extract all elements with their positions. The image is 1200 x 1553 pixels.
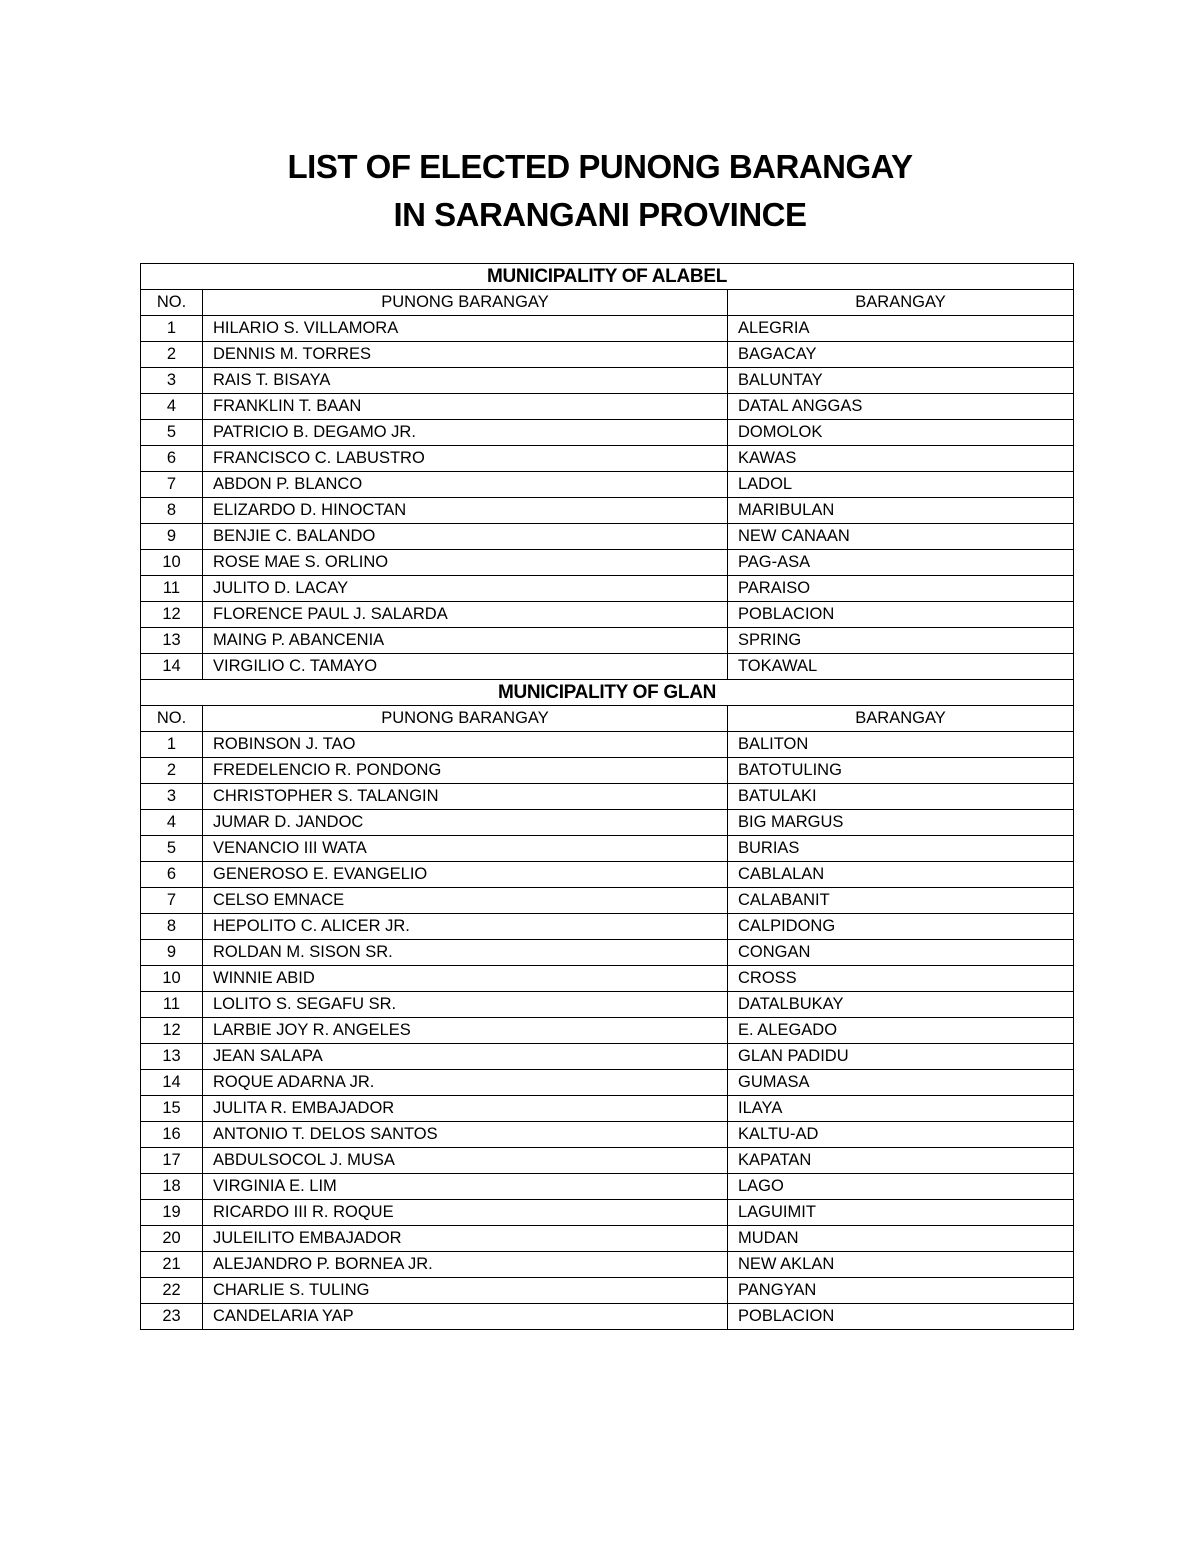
barangay-name: ALEGRIA xyxy=(728,316,1074,342)
barangay-name: POBLACION xyxy=(728,602,1074,628)
row-number: 22 xyxy=(141,1278,203,1304)
punong-barangay-name: LARBIE JOY R. ANGELES xyxy=(203,1018,728,1044)
punong-barangay-name: RAIS T. BISAYA xyxy=(203,368,728,394)
barangay-name: ILAYA xyxy=(728,1096,1074,1122)
row-number: 12 xyxy=(141,602,203,628)
row-number: 19 xyxy=(141,1200,203,1226)
punong-barangay-name: JUMAR D. JANDOC xyxy=(203,810,728,836)
row-number: 4 xyxy=(141,394,203,420)
punong-barangay-name: HILARIO S. VILLAMORA xyxy=(203,316,728,342)
punong-barangay-name: VIRGILIO C. TAMAYO xyxy=(203,654,728,680)
row-number: 11 xyxy=(141,992,203,1018)
punong-barangay-name: ROQUE ADARNA JR. xyxy=(203,1070,728,1096)
table-row xyxy=(141,862,1074,888)
punong-barangay-name: LOLITO S. SEGAFU SR. xyxy=(203,992,728,1018)
row-number: 4 xyxy=(141,810,203,836)
row-number: 6 xyxy=(141,446,203,472)
barangay-name: BATOTULING xyxy=(728,758,1074,784)
barangay-name: GUMASA xyxy=(728,1070,1074,1096)
punong-barangay-name: WINNIE ABID xyxy=(203,966,728,992)
document-title-line-2: IN SARANGANI PROVINCE xyxy=(393,196,807,233)
table-row xyxy=(141,836,1074,862)
punong-barangay-name: CHRISTOPHER S. TALANGIN xyxy=(203,784,728,810)
punong-barangay-name: ALEJANDRO P. BORNEA JR. xyxy=(203,1252,728,1278)
document-title-line-1: LIST OF ELECTED PUNONG BARANGAY xyxy=(287,148,913,185)
table-row xyxy=(141,914,1074,940)
column-header-row xyxy=(141,290,1074,316)
table-row xyxy=(141,368,1074,394)
row-number: 11 xyxy=(141,576,203,602)
barangay-name: MUDAN xyxy=(728,1226,1074,1252)
row-number: 8 xyxy=(141,498,203,524)
table-row xyxy=(141,1174,1074,1200)
table-row xyxy=(141,758,1074,784)
barangay-name: CABLALAN xyxy=(728,862,1074,888)
row-number: 21 xyxy=(141,1252,203,1278)
barangay-name: CONGAN xyxy=(728,940,1074,966)
table-row xyxy=(141,498,1074,524)
punong-barangay-name: FRANCISCO C. LABUSTRO xyxy=(203,446,728,472)
table-row xyxy=(141,966,1074,992)
barangay-name: BALITON xyxy=(728,732,1074,758)
punong-barangay-name: RICARDO III R. ROQUE xyxy=(203,1200,728,1226)
row-number: 9 xyxy=(141,940,203,966)
punong-barangay-name: ROSE MAE S. ORLINO xyxy=(203,550,728,576)
row-number: 8 xyxy=(141,914,203,940)
punong-barangay-name: ANTONIO T. DELOS SANTOS xyxy=(203,1122,728,1148)
table-row xyxy=(141,602,1074,628)
table-row xyxy=(141,1148,1074,1174)
table-row xyxy=(141,1070,1074,1096)
row-number: 10 xyxy=(141,550,203,576)
table-row xyxy=(141,628,1074,654)
row-number: 12 xyxy=(141,1018,203,1044)
row-number: 1 xyxy=(141,316,203,342)
row-number: 5 xyxy=(141,836,203,862)
barangay-name: BIG MARGUS xyxy=(728,810,1074,836)
table-row xyxy=(141,446,1074,472)
row-number: 3 xyxy=(141,784,203,810)
table-row xyxy=(141,576,1074,602)
table-row xyxy=(141,1304,1074,1330)
barangay-name: NEW AKLAN xyxy=(728,1252,1074,1278)
table-row xyxy=(141,940,1074,966)
table-row xyxy=(141,472,1074,498)
punong-barangay-name: VENANCIO III WATA xyxy=(203,836,728,862)
punong-barangay-name: CELSO EMNACE xyxy=(203,888,728,914)
table-row xyxy=(141,732,1074,758)
row-number: 2 xyxy=(141,342,203,368)
table-row xyxy=(141,550,1074,576)
barangay-name: LAGUIMIT xyxy=(728,1200,1074,1226)
column-header-barangay: BARANGAY xyxy=(728,706,1074,732)
municipality-header-row xyxy=(141,680,1074,706)
punong-barangay-name: ELIZARDO D. HINOCTAN xyxy=(203,498,728,524)
barangay-name: KAPATAN xyxy=(728,1148,1074,1174)
municipality-header-row xyxy=(141,264,1074,290)
barangay-name: KAWAS xyxy=(728,446,1074,472)
punong-barangay-name: FREDELENCIO R. PONDONG xyxy=(203,758,728,784)
row-number: 14 xyxy=(141,1070,203,1096)
punong-barangay-name: HEPOLITO C. ALICER JR. xyxy=(203,914,728,940)
punong-barangay-name: VIRGINIA E. LIM xyxy=(203,1174,728,1200)
column-header-row xyxy=(141,706,1074,732)
punong-barangay-name: CANDELARIA YAP xyxy=(203,1304,728,1330)
row-number: 9 xyxy=(141,524,203,550)
table-row xyxy=(141,1200,1074,1226)
punong-barangay-name: JEAN SALAPA xyxy=(203,1044,728,1070)
punong-barangay-name: MAING P. ABANCENIA xyxy=(203,628,728,654)
punong-barangay-name: JULITO D. LACAY xyxy=(203,576,728,602)
table-row xyxy=(141,784,1074,810)
punong-barangay-name: BENJIE C. BALANDO xyxy=(203,524,728,550)
barangay-name: TOKAWAL xyxy=(728,654,1074,680)
column-header-punong-barangay: PUNONG BARANGAY xyxy=(203,290,728,316)
punong-barangay-table xyxy=(140,263,1074,1330)
row-number: 16 xyxy=(141,1122,203,1148)
column-header-no: NO. xyxy=(141,706,203,732)
table-row xyxy=(141,1278,1074,1304)
table-row xyxy=(141,992,1074,1018)
barangay-name: BAGACAY xyxy=(728,342,1074,368)
municipality-name: MUNICIPALITY OF GLAN xyxy=(141,680,1074,706)
barangay-name: MARIBULAN xyxy=(728,498,1074,524)
punong-barangay-name: DENNIS M. TORRES xyxy=(203,342,728,368)
row-number: 13 xyxy=(141,1044,203,1070)
row-number: 13 xyxy=(141,628,203,654)
barangay-name: BALUNTAY xyxy=(728,368,1074,394)
punong-barangay-name: ROLDAN M. SISON SR. xyxy=(203,940,728,966)
punong-barangay-name: FRANKLIN T. BAAN xyxy=(203,394,728,420)
row-number: 2 xyxy=(141,758,203,784)
table-row xyxy=(141,1122,1074,1148)
punong-barangay-name: ABDULSOCOL J. MUSA xyxy=(203,1148,728,1174)
table-row xyxy=(141,1252,1074,1278)
punong-barangay-name: JULEILITO EMBAJADOR xyxy=(203,1226,728,1252)
column-header-barangay: BARANGAY xyxy=(728,290,1074,316)
table-row xyxy=(141,1226,1074,1252)
barangay-name: DATALBUKAY xyxy=(728,992,1074,1018)
barangay-name: DOMOLOK xyxy=(728,420,1074,446)
table-row xyxy=(141,316,1074,342)
column-header-no: NO. xyxy=(141,290,203,316)
barangay-name: NEW CANAAN xyxy=(728,524,1074,550)
punong-barangay-name: CHARLIE S. TULING xyxy=(203,1278,728,1304)
row-number: 15 xyxy=(141,1096,203,1122)
barangay-name: DATAL ANGGAS xyxy=(728,394,1074,420)
barangay-name: PANGYAN xyxy=(728,1278,1074,1304)
row-number: 6 xyxy=(141,862,203,888)
table-row xyxy=(141,342,1074,368)
table-row xyxy=(141,1096,1074,1122)
row-number: 1 xyxy=(141,732,203,758)
row-number: 14 xyxy=(141,654,203,680)
barangay-name: KALTU-AD xyxy=(728,1122,1074,1148)
barangay-name: CALPIDONG xyxy=(728,914,1074,940)
punong-barangay-name: JULITA R. EMBAJADOR xyxy=(203,1096,728,1122)
row-number: 3 xyxy=(141,368,203,394)
table-row xyxy=(141,810,1074,836)
table-row xyxy=(141,654,1074,680)
barangay-name: GLAN PADIDU xyxy=(728,1044,1074,1070)
barangay-name: BATULAKI xyxy=(728,784,1074,810)
punong-barangay-name: FLORENCE PAUL J. SALARDA xyxy=(203,602,728,628)
punong-barangay-name: GENEROSO E. EVANGELIO xyxy=(203,862,728,888)
table-row xyxy=(141,394,1074,420)
punong-barangay-name: ABDON P. BLANCO xyxy=(203,472,728,498)
table-row xyxy=(141,524,1074,550)
row-number: 7 xyxy=(141,888,203,914)
barangay-name: PAG-ASA xyxy=(728,550,1074,576)
row-number: 10 xyxy=(141,966,203,992)
row-number: 17 xyxy=(141,1148,203,1174)
table-row xyxy=(141,1044,1074,1070)
barangay-name: LAGO xyxy=(728,1174,1074,1200)
barangay-name: E. ALEGADO xyxy=(728,1018,1074,1044)
barangay-name: CROSS xyxy=(728,966,1074,992)
table-row xyxy=(141,1018,1074,1044)
barangay-name: BURIAS xyxy=(728,836,1074,862)
barangay-name: CALABANIT xyxy=(728,888,1074,914)
barangay-name: SPRING xyxy=(728,628,1074,654)
barangay-name: LADOL xyxy=(728,472,1074,498)
column-header-punong-barangay: PUNONG BARANGAY xyxy=(203,706,728,732)
row-number: 20 xyxy=(141,1226,203,1252)
punong-barangay-name: PATRICIO B. DEGAMO JR. xyxy=(203,420,728,446)
barangay-name: POBLACION xyxy=(728,1304,1074,1330)
row-number: 18 xyxy=(141,1174,203,1200)
table-body xyxy=(141,264,1074,1330)
municipality-name: MUNICIPALITY OF ALABEL xyxy=(141,264,1074,290)
barangay-name: PARAISO xyxy=(728,576,1074,602)
row-number: 23 xyxy=(141,1304,203,1330)
punong-barangay-name: ROBINSON J. TAO xyxy=(203,732,728,758)
row-number: 7 xyxy=(141,472,203,498)
table-row xyxy=(141,888,1074,914)
table-row xyxy=(141,420,1074,446)
row-number: 5 xyxy=(141,420,203,446)
